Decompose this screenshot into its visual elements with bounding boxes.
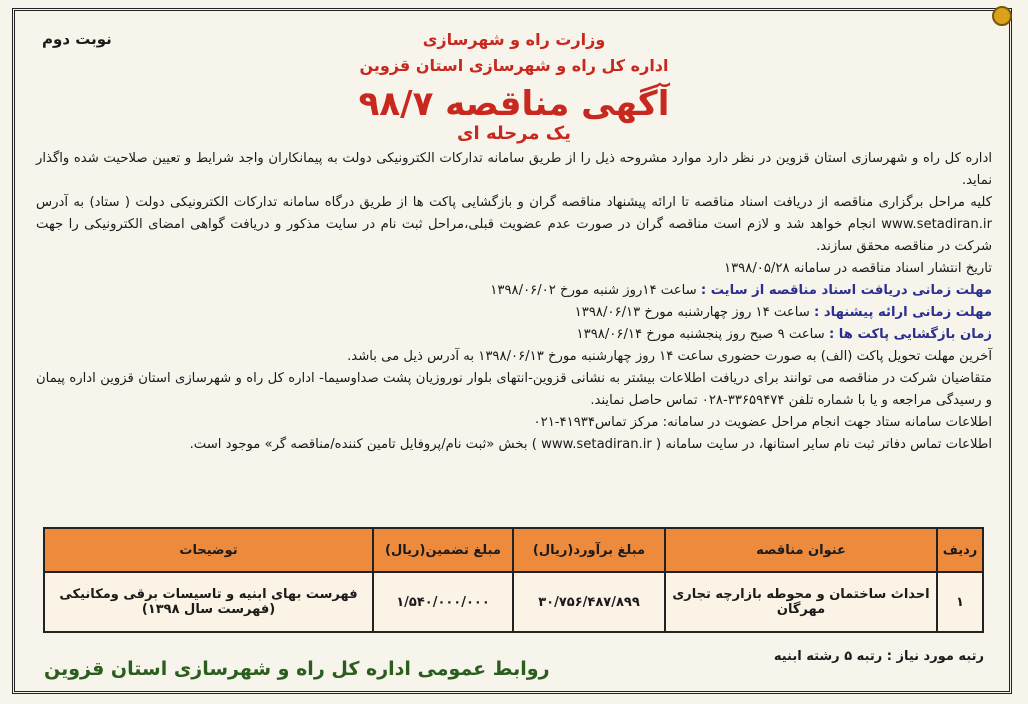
round-label: نوبت دوم	[42, 30, 112, 48]
table-row	[44, 572, 983, 632]
applicants-info: متقاضیان شرکت در مناقصه می توانند برای دریافت اطلاعات بیشتر به نشانی قزوین-انتهای بلوار نوروزیان پشت صداوسیما- اداره کل راه و شهرسازی استان قزوین اداره پیمان و رسیدگی مراجعه و یا با شماره تلفن ۳۳۶۵۹۴۷۴-۰۲۸ تماس حاصل نمایند.	[36, 371, 992, 408]
process-text-a: کلیه مراحل برگزاری مناقصه از دریافت اسناد مناقصه تا ارائه پیشنهاد مناقصه گران و بازگشایی پاکت ها از طریق درگاه سامانه تدارکات الکترونیکی دولت ( ستاد) به آدرس	[36, 195, 992, 210]
offer-deadline-label: مهلت زمانی ارائه پیشنهاد :	[814, 305, 992, 320]
envelope-deadline: آخرین مهلت تحویل پاکت (الف) به صورت حضوری ساعت ۱۴ روز چهارشنبه مورخ ۱۳۹۸/۰۶/۱۳ به آدرس ذیل می باشد.	[347, 349, 992, 364]
pin-icon	[992, 6, 1012, 26]
offer-deadline-value: ساعت ۱۴ روز چهارشنبه مورخ ۱۳۹۸/۰۶/۱۳	[574, 305, 810, 320]
offer-deadline	[36, 302, 992, 324]
cell-title: احداث ساختمان و محوطه بازارچه تجاری مهرگان	[665, 572, 937, 632]
contact-info: اطلاعات سامانه ستاد جهت انجام مراحل عضویت در سامانه: مرکز تماس۴۱۹۳۴-۰۲۱	[533, 415, 992, 430]
header-title: عنوان مناقصه	[665, 528, 937, 572]
setad-link-2[interactable]: www.setadiran.ir	[541, 437, 652, 452]
opening-time	[36, 324, 992, 346]
cell-deposit: ۱/۵۴۰/۰۰۰/۰۰۰	[373, 572, 513, 632]
header-estimate: مبلغ برآورد(ریال)	[513, 528, 665, 572]
publish-date: تاریخ انتشار اسناد مناقصه در سامانه ۱۳۹۸/۰۵/۲۸	[723, 261, 992, 276]
table-header-row	[44, 528, 983, 572]
required-rank: رتبه مورد نیاز : رتبه ۵ رشته ابنیه	[773, 649, 984, 664]
offices-info	[36, 434, 992, 456]
header-notes: توضیحات	[44, 528, 373, 572]
offices-text-a: اطلاعات تماس دفاتر ثبت نام سایر استانها، در سایت سامانه (	[656, 437, 992, 452]
tender-table	[43, 527, 984, 633]
docs-deadline-value: ساعت ۱۴روز شنبه مورخ ۱۳۹۸/۰۶/۰۲	[490, 283, 697, 298]
process-paragraph	[36, 192, 992, 258]
office-title: اداره کل راه و شهرسازی استان قزوین	[359, 56, 669, 75]
notice-body	[36, 148, 992, 456]
docs-deadline-label: مهلت زمانی دریافت اسناد مناقصه از سایت :	[700, 283, 992, 298]
intro-paragraph: اداره کل راه و شهرسازی استان قزوین در نظر دارد موارد مشروحه ذیل را از طریق سامانه تدارکات الکترونیکی دولت به پیمانکاران واجد شرایط و تعیین صلاحیت شده واگذار نماید.	[36, 151, 992, 188]
docs-deadline	[36, 280, 992, 302]
opening-time-label: زمان بازگشایی پاکت ها :	[828, 327, 992, 342]
opening-time-value: ساعت ۹ صبح روز پنجشنبه مورخ ۱۳۹۸/۰۶/۱۴	[576, 327, 825, 342]
cell-notes: فهرست بهای ابنیه و تاسیسات برقی ومکانیکی (فهرست سال ۱۳۹۸)	[44, 572, 373, 632]
offices-text-b: ) بخش «ثبت نام/پروفایل تامین کننده/مناقصه گر» موجود است.	[189, 437, 537, 452]
page-title: آگهی مناقصه ۹۸/۷	[358, 84, 670, 124]
header-row-number: ردیف	[937, 528, 983, 572]
tender-stage: یک مرحله ای	[457, 123, 571, 144]
setad-link[interactable]: www.setadiran.ir	[881, 217, 992, 232]
cell-estimate: ۳۰/۷۵۶/۴۸۷/۸۹۹	[513, 572, 665, 632]
header-deposit: مبلغ تضمین(ریال)	[373, 528, 513, 572]
ministry-title: وزارت راه و شهرسازی	[422, 30, 606, 49]
cell-row-number: ۱	[937, 572, 983, 632]
public-relations-footer: روابط عمومی اداره کل راه و شهرسازی استان قزوین	[44, 658, 550, 680]
process-text-b: انجام خواهد شد و لازم است مناقصه گران در صورت عدم عضویت قبلی،مراحل ثبت نام در سایت مذکور و دریافت گواهی امضای الکترونیکی را جهت شرکت در مناقصه محقق سازند.	[36, 217, 992, 254]
